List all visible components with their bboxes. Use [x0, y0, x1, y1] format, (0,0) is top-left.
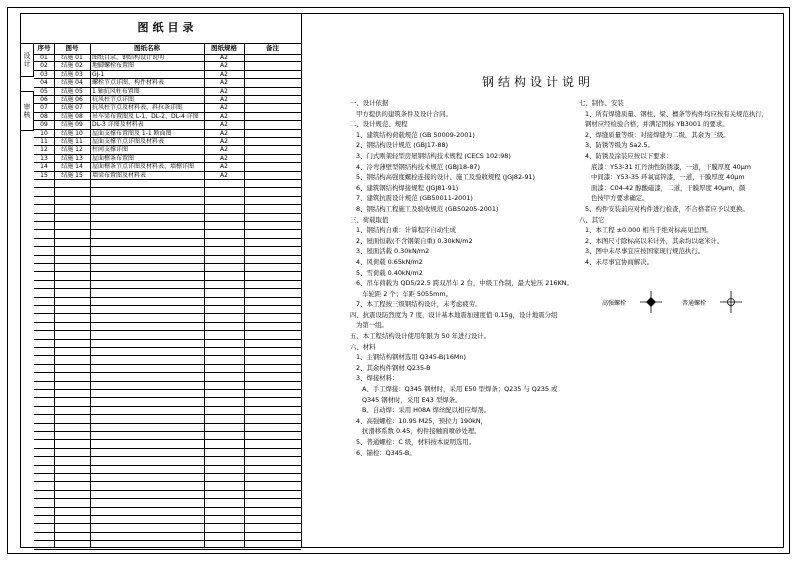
table-row — [34, 121, 301, 129]
notes-line: 1、建筑结构荷载规范 (GB 50009-2001) — [356, 130, 475, 139]
table-row — [34, 508, 301, 516]
design-notes — [302, 13, 784, 548]
notes-line: 4、冷弯薄壁型钢结构技术规范 (GBJ18-87) — [356, 162, 480, 171]
notes-line: 1、钢结构自重：计算程序自动生成 — [356, 226, 456, 235]
notes-line: 2、屋面恒载(不含钢架自重) 0.30kN/m2 — [356, 236, 473, 245]
notes-line: 6、吊车荷载为 QD5/22.5 跨双吊车 2 台，中级工作制，最大轮压 216KN。 — [356, 279, 573, 288]
table-row — [34, 264, 301, 272]
table-row — [34, 281, 301, 289]
notes-line: 6、锚栓：Q345-B。 — [356, 448, 416, 457]
table-row — [34, 331, 301, 339]
cell-size: A2 — [220, 121, 228, 129]
notes-line: 3、焊接材料： — [356, 374, 399, 383]
table-row — [34, 390, 301, 398]
cell-name: 屋面檩条节点详图及材料表、墙檩详图 — [92, 163, 195, 171]
table-row — [34, 96, 301, 104]
cell-name: 屋面檩条布置图 — [92, 154, 135, 162]
cell-size: A2 — [220, 96, 228, 103]
notes-line: 7、建筑抗震设计规范 (GB50011-2001) — [356, 194, 473, 203]
cell-code: 结施 10 — [61, 129, 83, 137]
cell-remark — [244, 104, 301, 111]
cell-no: 08 — [40, 112, 48, 120]
table-row — [34, 214, 301, 222]
cell-code: 结施 03 — [61, 70, 83, 78]
bolt-symbol-icon — [638, 289, 664, 315]
notes-line: 1、主钢结构钢材选用 Q345-B(16Mn) — [356, 353, 466, 362]
cell-no: 01 — [40, 54, 48, 61]
notes-line: 7、本工程按三级钢结构设计，未考虑疲劳。 — [356, 300, 482, 309]
symbol-legend — [602, 289, 772, 319]
cell-name: 抗风柱节点详图 — [92, 96, 135, 103]
cell-no: 14 — [40, 163, 48, 171]
legend-anchor-label: 普通螺栓 — [682, 300, 707, 307]
legend-bolt-label: 高强螺栓 — [602, 300, 627, 307]
table-row — [34, 180, 301, 188]
notes-line: 四、抗震设防烈度为 7 度，设计基本地震加速度值 0.15g，设计地震分组 — [350, 310, 558, 319]
table-row — [34, 71, 301, 79]
cell-no: 03 — [40, 70, 48, 78]
cell-remark — [244, 163, 301, 170]
cell-size: A2 — [220, 146, 228, 154]
cell-no: 06 — [40, 96, 48, 103]
notes-line: 5、雪荷载 0.40kN/m2 — [356, 268, 423, 277]
notes-line: 面漆：C04-42 醇酸磁漆，二道，干膜厚度 40μm，颜 — [591, 183, 746, 192]
table-row — [34, 356, 301, 364]
cell-no: 10 — [40, 129, 48, 137]
cell-size: A2 — [220, 112, 228, 120]
notes-line: 3、屋面活载 0.30kN/m2 — [356, 247, 430, 256]
header-remark: 备注 — [266, 44, 279, 52]
cell-size: A2 — [220, 138, 228, 145]
notes-line: 4、风荷载 0.65kN/m2 — [356, 257, 423, 266]
notes-line: 抗滑移系数 0.45，构件接触面喷砂处理。 — [362, 427, 481, 436]
cell-no: 05 — [40, 87, 48, 95]
cell-name: 吊车梁布置图及 L-1、DL-2、DL-4 详图 — [92, 112, 199, 120]
cell-remark — [244, 121, 301, 128]
cell-no: 02 — [40, 62, 48, 70]
cell-code: 结施 14 — [61, 163, 83, 171]
cell-size: A2 — [220, 129, 228, 137]
cell-code: 结施 06 — [61, 96, 83, 103]
cell-no: 15 — [40, 171, 48, 179]
table-row — [34, 415, 301, 423]
cell-no: 09 — [40, 121, 48, 129]
notes-left-column — [350, 98, 580, 458]
table-row — [34, 499, 301, 507]
notes-line: 1、所有焊缝质量、钢柱、梁、檩条等构件均应按有关规范执行， — [585, 109, 769, 118]
notes-line: 5、普通螺栓：C 级，材料按本说明选用。 — [356, 438, 476, 446]
cell-size: A2 — [220, 87, 228, 95]
cell-size: A2 — [220, 70, 228, 78]
notes-line: 七、制作、安装 — [579, 99, 624, 107]
cell-code: 结施 15 — [61, 171, 83, 179]
notes-line: 1、本工程 ±0.000 相当于绝对标高见总图。 — [585, 226, 713, 235]
cell-name: 抗风柱节点及材料表、斜拉条详图 — [92, 104, 183, 112]
cell-size: A2 — [220, 62, 228, 70]
anchor-symbol-icon — [718, 289, 744, 315]
cell-name: 地脚螺栓布置图 — [92, 62, 135, 70]
notes-line: 三、荷载取值 — [350, 215, 389, 224]
notes-line: 4、高强螺栓：10.9S M25，预拉力 190kN， — [356, 416, 488, 425]
table-row — [34, 298, 301, 306]
cell-code: 结施 05 — [61, 87, 83, 95]
table-row — [34, 457, 301, 465]
cell-no: 12 — [40, 146, 48, 154]
cell-name: 图纸目录、钢结构设计说明 — [92, 54, 165, 61]
table-row — [34, 424, 301, 432]
notes-line: 5、钢结构高强度螺栓连接的设计、施工及验收规程 (JGJ82-91) — [356, 173, 535, 182]
header-no: 序号 — [37, 44, 51, 52]
cell-code: 结施 13 — [61, 154, 83, 162]
table-row — [34, 79, 301, 87]
cell-size: A2 — [220, 54, 228, 61]
cell-remark — [244, 138, 301, 145]
cell-size: A2 — [220, 154, 228, 162]
cell-name: 屋面支撑节点详图及材料表 — [92, 138, 165, 145]
cell-remark — [244, 130, 301, 137]
table-row — [34, 230, 301, 238]
cell-name: GJ-1 — [92, 70, 105, 78]
cell-remark — [244, 88, 301, 95]
table-row — [34, 365, 301, 373]
cell-size: A2 — [220, 79, 228, 87]
notes-line: 3、图中未尽事宜应按国家现行规范执行。 — [585, 247, 705, 256]
notes-line: 中间漆：Y53-35 环氧富锌漆，一道，干膜厚度 40μm — [591, 173, 745, 182]
notes-line: 甲方提供的建筑条件及设计合同。 — [356, 109, 452, 118]
notes-line: 5、构件安装前应对构件进行检查，不合格者应予以更换。 — [585, 204, 749, 213]
cell-remark — [244, 113, 301, 120]
table-row — [34, 130, 301, 138]
cell-remark — [244, 79, 301, 86]
drawing-index-table — [34, 13, 302, 548]
cell-remark — [244, 146, 301, 153]
cell-code: 结施 09 — [61, 121, 83, 129]
table-row — [34, 482, 301, 490]
notes-line: 8、钢结构工程施工及验收规范 (GB50205-2001) — [356, 204, 499, 213]
cell-no: 04 — [40, 79, 48, 87]
table-row — [34, 54, 301, 62]
side-label-review: 审核 — [20, 91, 34, 131]
cell-code: 结施 07 — [61, 104, 83, 112]
table-row — [34, 113, 301, 121]
cell-name: 1 轴抗风柱布置图 — [92, 87, 140, 95]
table-row — [34, 474, 301, 482]
table-row — [34, 239, 301, 247]
cell-name: 墙梁布置图及材料表 — [92, 171, 147, 179]
table-row — [34, 491, 301, 499]
cell-remark — [244, 172, 301, 179]
notes-line: 车轮距 2 个；车距 5055mm。 — [362, 289, 452, 298]
notes-line: 3、防锈等级为 Sa2.5。 — [585, 141, 654, 150]
notes-line: A、手工焊接：Q345 钢材时，采用 E50 型焊条；Q235 与 Q235 或 — [362, 385, 558, 394]
table-row — [34, 314, 301, 322]
table-row — [34, 306, 301, 314]
table-row — [34, 516, 301, 524]
notes-line: 2、其余构件钢材 Q235-B — [356, 363, 431, 372]
notes-line: 2、焊缝质量等级：对接焊缝为二级，其余为三级。 — [585, 130, 730, 139]
table-row — [34, 138, 301, 146]
cell-name: 螺栓节点详图、构件材料表 — [92, 79, 165, 87]
cell-remark — [244, 96, 301, 103]
cell-remark — [244, 71, 301, 78]
table-row — [34, 398, 301, 406]
cell-name: 柱间支撑详图 — [92, 146, 129, 154]
table-row — [34, 323, 301, 331]
notes-line: 一、设计依据 — [350, 99, 389, 107]
notes-line: 色按甲方要求确定。 — [591, 194, 649, 203]
cell-code: 结施 08 — [61, 112, 83, 120]
cell-size: A2 — [220, 104, 228, 112]
cell-code: 结施 12 — [61, 146, 83, 154]
table-row — [34, 449, 301, 457]
cell-remark — [244, 54, 301, 61]
notes-line: 底漆：Y53-31 红丹油性防锈漆，一道，干膜厚度 40μm — [591, 162, 751, 171]
table-row — [34, 247, 301, 255]
cell-remark — [244, 62, 301, 69]
notes-line: 为第一组。 — [356, 321, 388, 330]
notes-line: 4、防锈及涂装应按以下要求： — [585, 151, 673, 160]
table-row — [34, 146, 301, 154]
notes-line: 二、设计规范、规程 — [350, 120, 408, 129]
notes-line: 五、本工程结构设计使用年限为 50 年进行设计。 — [350, 332, 491, 341]
notes-line: Q345 钢材时，采用 E43 型焊条。 — [362, 395, 462, 404]
header-size: 图纸规格 — [211, 44, 237, 52]
notes-line: 八、其它 — [579, 215, 605, 224]
cell-name: 屋面支撑布置图及 1-1 断面图 — [92, 129, 172, 137]
table-row — [34, 188, 301, 196]
cell-no: 11 — [40, 138, 48, 145]
notes-line: 2、本图尺寸除标高以米计外，其余均以毫米计。 — [585, 236, 724, 245]
table-row — [34, 340, 301, 348]
table-row — [34, 272, 301, 280]
table-row — [34, 382, 301, 390]
table-row — [34, 104, 301, 112]
notes-line: 6、建筑钢结构焊接规程 (JGJ81-91) — [356, 183, 459, 192]
table-row — [34, 440, 301, 448]
table-row — [34, 432, 301, 440]
notes-line: 钢材应经检验合格，并满足国标 YB3001 的要求。 — [585, 120, 729, 129]
table-row — [34, 222, 301, 230]
cell-no: 13 — [40, 154, 48, 162]
cell-remark — [244, 155, 301, 162]
notes-line: 4、未尽事宜协商解决。 — [585, 257, 653, 266]
notes-line: B、自动焊：采用 H08A 焊丝配以相应焊剂。 — [362, 406, 491, 415]
cell-code: 结施 11 — [61, 138, 83, 145]
table-row — [34, 197, 301, 205]
table-row — [34, 205, 301, 213]
index-title: 图纸目录 — [34, 13, 301, 44]
table-row — [34, 172, 301, 180]
notes-line: 六、材料 — [350, 342, 376, 351]
table-row — [34, 163, 301, 171]
table-row — [34, 88, 301, 96]
table-row — [34, 289, 301, 297]
side-strip — [20, 43, 34, 135]
table-row — [34, 541, 301, 549]
cell-no: 07 — [40, 104, 48, 112]
table-row — [34, 524, 301, 532]
notes-line: 2、钢结构设计规范 (GBJ17-88) — [356, 141, 448, 150]
table-row — [34, 466, 301, 474]
notes-right-column — [579, 98, 779, 268]
table-row — [34, 155, 301, 163]
cell-code: 结施 02 — [61, 62, 83, 70]
notes-title: 钢结构设计说明 — [482, 75, 595, 89]
cell-code: 结施 01 — [61, 54, 83, 61]
table-row — [34, 348, 301, 356]
table-row — [34, 407, 301, 415]
cell-size: A2 — [220, 171, 228, 179]
table-row — [34, 62, 301, 70]
cell-name: DL-3 详图及材料表 — [92, 121, 144, 129]
cell-code: 结施 04 — [61, 79, 83, 87]
table-row — [34, 373, 301, 381]
notes-line: 3、门式刚架轻型房屋钢结构技术规程 (CECS 102:98) — [356, 151, 511, 160]
table-row — [34, 256, 301, 264]
side-label-design: 设计 — [20, 43, 34, 77]
table-row — [34, 533, 301, 541]
header-code: 图号 — [65, 44, 79, 52]
header-name: 图纸名称 — [134, 44, 160, 52]
cell-size: A2 — [220, 163, 228, 171]
